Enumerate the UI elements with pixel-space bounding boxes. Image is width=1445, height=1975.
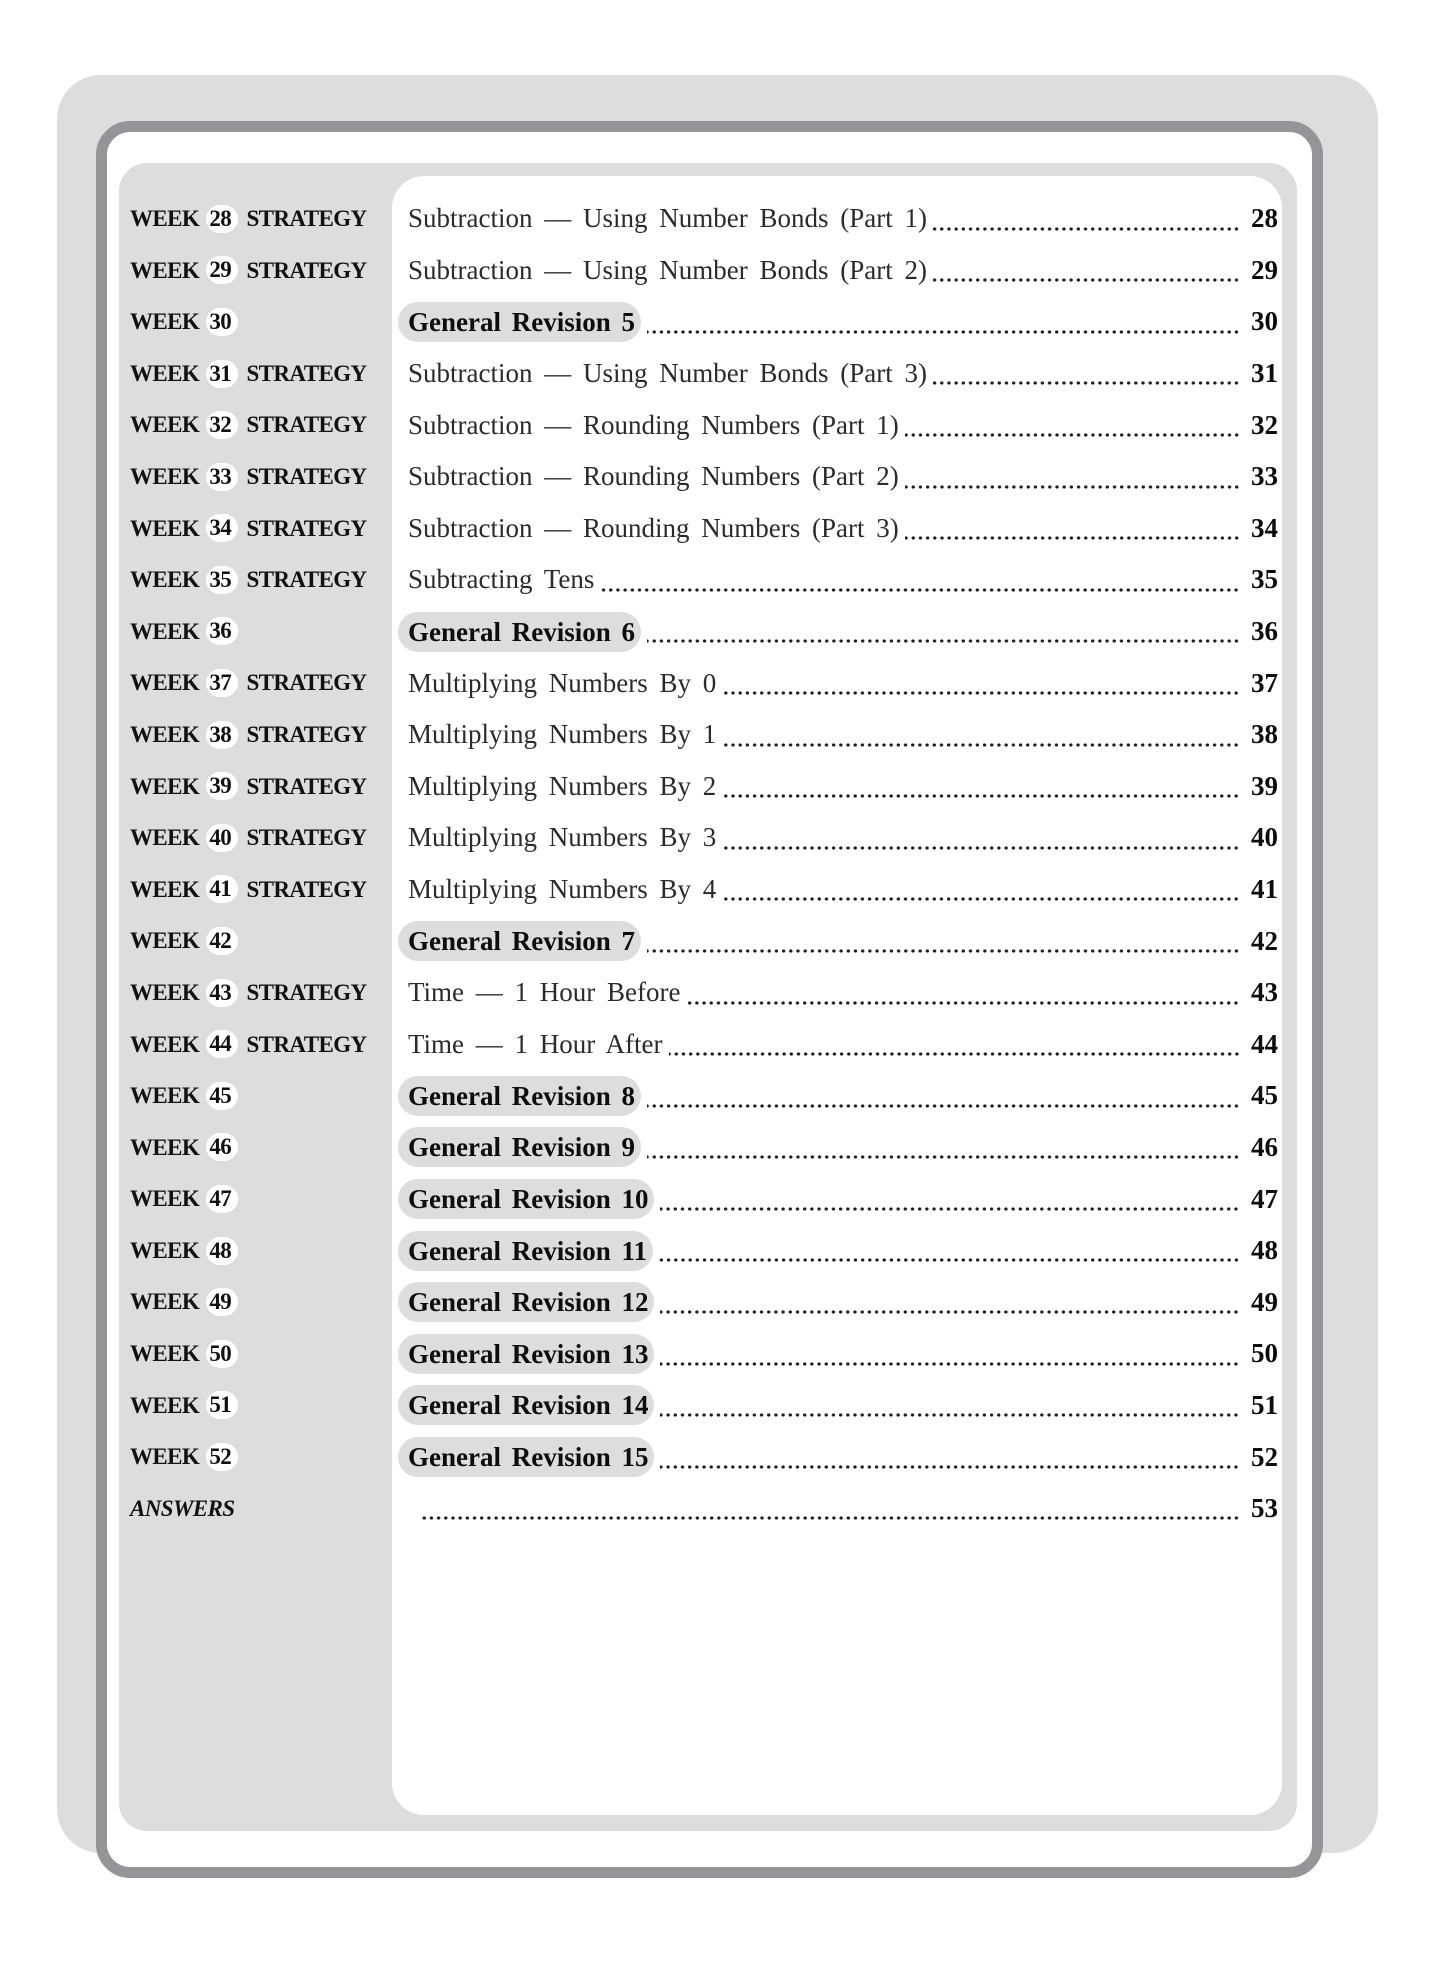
page-number[interactable]: 38	[1251, 719, 1278, 750]
entry-title[interactable]: General Revision 12	[398, 1282, 654, 1322]
week-prefix: WEEK	[130, 979, 200, 1005]
week-label	[130, 1225, 241, 1277]
dot-leader	[647, 330, 1240, 334]
strategy-tag: STRATEGY	[246, 257, 367, 283]
page-number[interactable]: 47	[1251, 1183, 1278, 1214]
toc-entry[interactable]	[398, 1173, 1278, 1225]
toc-entry[interactable]	[398, 1122, 1278, 1174]
dot-leader	[722, 743, 1240, 747]
toc-row-week-44[interactable]	[0, 1019, 1445, 1071]
week-label	[130, 915, 241, 967]
week-label	[130, 399, 367, 451]
toc-entry[interactable]	[398, 1276, 1278, 1328]
entry-title[interactable]: General Revision 14	[398, 1385, 654, 1425]
week-number-badge: 47	[206, 1185, 238, 1213]
dot-leader	[647, 1155, 1240, 1159]
toc-row-week-32[interactable]	[0, 399, 1445, 451]
week-number-badge: 37	[206, 669, 238, 697]
toc-row-week-28[interactable]	[0, 193, 1445, 245]
week-prefix: WEEK	[130, 825, 200, 851]
week-number-badge: 33	[206, 463, 238, 491]
entry-title[interactable]: Subtraction — Rounding Numbers (Part 3)	[408, 512, 899, 543]
dot-leader	[600, 588, 1240, 592]
dot-leader	[647, 949, 1240, 953]
page-number[interactable]: 40	[1251, 822, 1278, 853]
strategy-tag: STRATEGY	[246, 721, 367, 747]
week-prefix: WEEK	[130, 567, 200, 593]
dot-leader	[722, 897, 1240, 901]
toc-row-week-42[interactable]	[0, 915, 1445, 967]
week-number-badge: 48	[206, 1237, 238, 1265]
week-label	[130, 1276, 241, 1328]
toc-row-week-48[interactable]	[0, 1225, 1445, 1277]
dot-leader	[419, 1516, 1240, 1520]
week-prefix: WEEK	[130, 618, 200, 644]
toc-row-week-38[interactable]	[0, 709, 1445, 761]
week-prefix: WEEK	[130, 257, 200, 283]
week-number-badge: 38	[206, 721, 238, 749]
page-number[interactable]: 37	[1251, 667, 1278, 698]
dot-leader	[669, 1052, 1241, 1056]
week-label	[130, 296, 241, 348]
dot-leader	[933, 227, 1240, 231]
toc-row-week-43[interactable]	[0, 967, 1445, 1019]
week-label	[130, 1328, 241, 1380]
toc-entry[interactable]	[398, 812, 1278, 864]
week-prefix: WEEK	[130, 309, 200, 335]
dot-leader	[686, 1001, 1240, 1005]
answers-label: ANSWERS	[130, 1495, 235, 1521]
entry-title[interactable]: General Revision 13	[398, 1334, 654, 1374]
strategy-tag: STRATEGY	[246, 1031, 367, 1057]
entry-title[interactable]: Multiplying Numbers By 2	[408, 770, 717, 801]
table-of-contents	[0, 193, 1445, 1534]
week-number-badge: 32	[206, 411, 238, 439]
week-prefix: WEEK	[130, 463, 200, 489]
toc-row-week-36[interactable]	[0, 606, 1445, 658]
week-prefix: WEEK	[130, 773, 200, 799]
toc-entry[interactable]	[398, 348, 1278, 400]
page-number[interactable]: 29	[1251, 254, 1278, 285]
dot-leader	[660, 1413, 1240, 1417]
page-number[interactable]: 35	[1251, 564, 1278, 595]
entry-title[interactable]: General Revision 10	[398, 1179, 654, 1219]
toc-row-week-51[interactable]	[0, 1380, 1445, 1432]
toc-entry[interactable]	[398, 1431, 1278, 1483]
page-number[interactable]: 52	[1251, 1441, 1278, 1472]
entry-title[interactable]: Time — 1 Hour Before	[408, 977, 681, 1008]
week-label	[130, 1070, 241, 1122]
toc-entry[interactable]	[398, 606, 1278, 658]
page-number[interactable]: 42	[1251, 925, 1278, 956]
toc-row-week-40[interactable]	[0, 812, 1445, 864]
week-label	[130, 864, 367, 916]
toc-entry[interactable]	[398, 967, 1278, 1019]
week-number-badge: 35	[206, 566, 238, 594]
week-number-badge: 45	[206, 1082, 238, 1110]
entry-title[interactable]: Subtraction — Using Number Bonds (Part 3)	[408, 358, 927, 389]
toc-entry[interactable]	[398, 296, 1278, 348]
dot-leader	[722, 794, 1240, 798]
week-prefix: WEEK	[130, 206, 200, 231]
week-label	[130, 1173, 241, 1225]
week-prefix: WEEK	[130, 1392, 200, 1418]
week-number-badge: 28	[206, 205, 238, 233]
toc-entry[interactable]	[398, 1380, 1278, 1432]
week-number-badge: 42	[206, 927, 238, 955]
strategy-tag: STRATEGY	[246, 360, 367, 386]
entry-title[interactable]: Multiplying Numbers By 3	[408, 822, 717, 853]
dot-leader	[659, 1258, 1240, 1262]
page-number[interactable]: 48	[1251, 1235, 1278, 1266]
dot-leader	[905, 485, 1240, 489]
entry-title[interactable]: Time — 1 Hour After	[408, 1028, 663, 1059]
page-number[interactable]: 45	[1251, 1080, 1278, 1111]
strategy-tag: STRATEGY	[246, 206, 367, 231]
week-prefix: WEEK	[130, 928, 200, 954]
strategy-tag: STRATEGY	[246, 876, 367, 902]
week-number-badge: 43	[206, 979, 238, 1007]
page-number[interactable]: 34	[1251, 512, 1278, 543]
toc-entry-answers[interactable]	[398, 1483, 1278, 1535]
entry-title[interactable]: Subtraction — Rounding Numbers (Part 2)	[408, 461, 899, 492]
week-prefix: WEEK	[130, 670, 200, 696]
week-label	[130, 1019, 367, 1071]
toc-row-week-50[interactable]	[0, 1328, 1445, 1380]
page-number[interactable]: 36	[1251, 616, 1278, 647]
week-label	[130, 761, 367, 813]
toc-row-week-49[interactable]	[0, 1276, 1445, 1328]
toc-entry[interactable]	[398, 657, 1278, 709]
week-number-badge: 39	[206, 772, 238, 800]
week-number-badge: 49	[206, 1288, 238, 1316]
week-prefix: WEEK	[130, 515, 200, 541]
week-prefix: WEEK	[130, 1031, 200, 1057]
entry-title[interactable]: General Revision 6	[398, 612, 641, 652]
toc-entry[interactable]	[398, 554, 1278, 606]
strategy-tag: STRATEGY	[246, 567, 367, 593]
page-number[interactable]: 32	[1251, 409, 1278, 440]
entry-title[interactable]: Subtraction — Rounding Numbers (Part 1)	[408, 409, 899, 440]
toc-row-week-30[interactable]	[0, 296, 1445, 348]
week-number-badge: 44	[206, 1030, 238, 1058]
week-number-badge: 31	[206, 360, 238, 388]
toc-entry[interactable]	[398, 864, 1278, 916]
page-number[interactable]: 53	[1251, 1493, 1278, 1524]
week-number-badge: 51	[206, 1391, 238, 1419]
toc-row-week-37[interactable]	[0, 657, 1445, 709]
week-label	[130, 554, 367, 606]
entry-title[interactable]: Multiplying Numbers By 0	[408, 667, 717, 698]
toc-row-week-29[interactable]	[0, 245, 1445, 297]
page-number[interactable]: 30	[1251, 306, 1278, 337]
toc-row-week-41[interactable]	[0, 864, 1445, 916]
entry-title[interactable]: General Revision 8	[398, 1076, 641, 1116]
week-label	[130, 451, 367, 503]
week-number-badge: 52	[206, 1443, 238, 1471]
strategy-tag: STRATEGY	[246, 463, 367, 489]
week-number-badge: 50	[206, 1340, 238, 1368]
week-number-badge: 29	[206, 256, 238, 284]
week-label	[130, 967, 367, 1019]
entry-title[interactable]: Subtraction — Using Number Bonds (Part 1)	[408, 203, 927, 234]
week-label	[130, 245, 367, 297]
week-number-badge: 41	[206, 875, 238, 903]
week-prefix: WEEK	[130, 1289, 200, 1315]
toc-row-week-52[interactable]	[0, 1431, 1445, 1483]
toc-entry[interactable]	[398, 1225, 1278, 1277]
strategy-tag: STRATEGY	[246, 670, 367, 696]
week-number-badge: 40	[206, 824, 238, 852]
week-label	[130, 1122, 241, 1174]
toc-row-week-46[interactable]	[0, 1122, 1445, 1174]
dot-leader	[933, 381, 1240, 385]
page-number[interactable]: 49	[1251, 1286, 1278, 1317]
dot-leader	[660, 1465, 1240, 1469]
dot-leader	[647, 639, 1240, 643]
toc-entry[interactable]	[398, 245, 1278, 297]
week-label	[130, 657, 367, 709]
week-label	[130, 348, 367, 400]
page-number[interactable]: 51	[1251, 1389, 1278, 1420]
toc-row-week-33[interactable]	[0, 451, 1445, 503]
toc-entry[interactable]	[398, 709, 1278, 761]
toc-row-answers[interactable]	[0, 1483, 1445, 1535]
toc-entry[interactable]	[398, 193, 1278, 245]
strategy-tag: STRATEGY	[246, 412, 367, 438]
dot-leader	[660, 1310, 1240, 1314]
week-label	[130, 812, 367, 864]
entry-title[interactable]: General Revision 11	[398, 1231, 653, 1271]
week-prefix: WEEK	[130, 412, 200, 438]
strategy-tag: STRATEGY	[246, 825, 367, 851]
dot-leader	[905, 433, 1240, 437]
week-label	[130, 503, 367, 555]
week-prefix: WEEK	[130, 1237, 200, 1263]
toc-entry[interactable]	[398, 503, 1278, 555]
dot-leader	[647, 1104, 1240, 1108]
week-number-badge: 46	[206, 1133, 238, 1161]
week-number-badge: 30	[206, 308, 238, 336]
toc-entry[interactable]	[398, 915, 1278, 967]
entry-title[interactable]: Multiplying Numbers By 4	[408, 874, 717, 905]
toc-row-week-39[interactable]	[0, 761, 1445, 813]
entry-title[interactable]: General Revision 9	[398, 1127, 641, 1167]
week-label	[130, 709, 367, 761]
dot-leader	[933, 278, 1240, 282]
week-label	[130, 1380, 241, 1432]
week-label	[130, 193, 367, 245]
dot-leader	[660, 1207, 1240, 1211]
week-prefix: WEEK	[130, 876, 200, 902]
toc-entry[interactable]	[398, 399, 1278, 451]
toc-row-week-31[interactable]	[0, 348, 1445, 400]
page-number[interactable]: 33	[1251, 461, 1278, 492]
week-prefix: WEEK	[130, 1444, 200, 1470]
page-number[interactable]: 28	[1251, 203, 1278, 234]
strategy-tag: STRATEGY	[246, 773, 367, 799]
week-prefix: WEEK	[130, 721, 200, 747]
entry-title[interactable]: Subtracting Tens	[408, 564, 595, 595]
entry-title[interactable]: Subtraction — Using Number Bonds (Part 2)	[408, 254, 927, 285]
dot-leader	[660, 1362, 1240, 1366]
page-number[interactable]: 46	[1251, 1131, 1278, 1162]
entry-title[interactable]: Multiplying Numbers By 1	[408, 719, 717, 750]
week-prefix: WEEK	[130, 1083, 200, 1109]
week-prefix: WEEK	[130, 1341, 200, 1367]
week-prefix: WEEK	[130, 1186, 200, 1212]
page-number[interactable]: 39	[1251, 770, 1278, 801]
toc-row-week-45[interactable]	[0, 1070, 1445, 1122]
toc-entry[interactable]	[398, 1070, 1278, 1122]
page-number[interactable]: 50	[1251, 1338, 1278, 1369]
toc-row-week-34[interactable]	[0, 503, 1445, 555]
dot-leader	[905, 536, 1240, 540]
week-prefix: WEEK	[130, 1134, 200, 1160]
week-number-badge: 36	[206, 617, 238, 645]
week-label	[130, 606, 241, 658]
toc-entry[interactable]	[398, 761, 1278, 813]
toc-entry[interactable]	[398, 451, 1278, 503]
entry-title[interactable]: General Revision 15	[398, 1437, 654, 1477]
toc-row-week-35[interactable]	[0, 554, 1445, 606]
toc-entry[interactable]	[398, 1019, 1278, 1071]
week-number-badge: 34	[206, 514, 238, 542]
week-label	[130, 1431, 241, 1483]
page-number[interactable]: 31	[1251, 358, 1278, 389]
entry-title[interactable]: General Revision 7	[398, 921, 641, 961]
page-number[interactable]: 44	[1251, 1028, 1278, 1059]
page-number[interactable]: 41	[1251, 874, 1278, 905]
page-number[interactable]: 43	[1251, 977, 1278, 1008]
toc-row-week-47[interactable]	[0, 1173, 1445, 1225]
strategy-tag: STRATEGY	[246, 515, 367, 541]
toc-entry[interactable]	[398, 1328, 1278, 1380]
dot-leader	[722, 846, 1240, 850]
entry-title[interactable]: General Revision 5	[398, 302, 641, 342]
strategy-tag: STRATEGY	[246, 979, 367, 1005]
week-prefix: WEEK	[130, 360, 200, 386]
dot-leader	[722, 691, 1240, 695]
